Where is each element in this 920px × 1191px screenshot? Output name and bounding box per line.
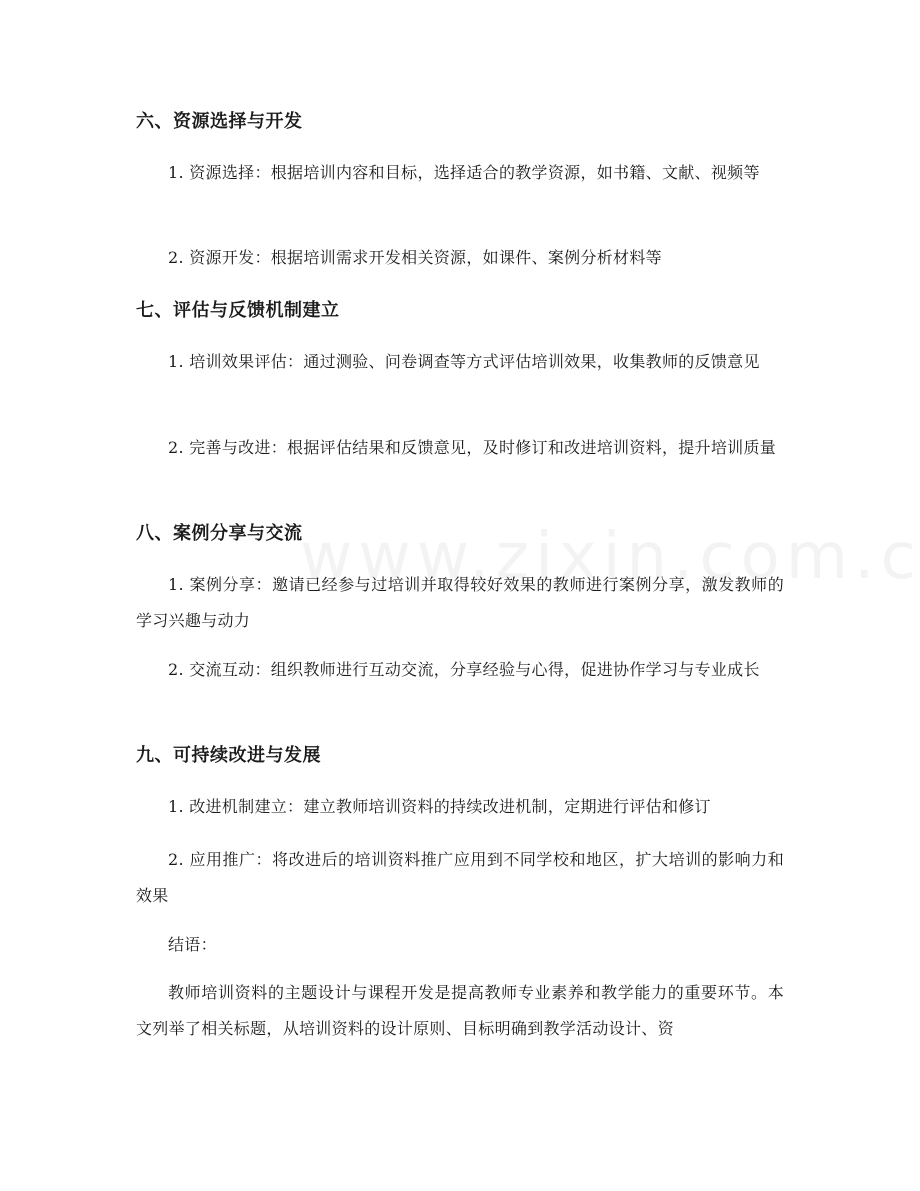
conclusion-text: 教师培训资料的主题设计与课程开发是提高教师专业素养和教学能力的重要环节。本文列举了相关标题，从培训资料的设计原则、目标明确到教学活动设计、资: [136, 983, 784, 1038]
section-7-item-1: 1. 培训效果评估：通过测验、问卷调查等方式评估培训效果，收集教师的反馈意见: [168, 352, 760, 371]
section-6-item-1: 1. 资源选择：根据培训内容和目标，选择适合的教学资源，如书籍、文献、视频等: [168, 163, 760, 182]
section-heading-7: 七、评估与反馈机制建立: [136, 300, 340, 321]
section-6-item-2: 2. 资源开发：根据培训需求开发相关资源，如课件、案例分析材料等: [168, 248, 662, 267]
section-heading-9: 九、可持续改进与发展: [136, 745, 321, 766]
section-heading-6: 六、资源选择与开发: [136, 111, 303, 132]
section-8-item-2: 2. 交流互动：组织教师进行互动交流，分享经验与心得，促进协作学习与专业成长: [168, 660, 760, 679]
section-heading-8: 八、案例分享与交流: [136, 523, 303, 544]
section-9-item-1: 1. 改进机制建立：建立教师培训资料的持续改进机制，定期进行评估和修订: [168, 797, 711, 816]
conclusion-label: 结语：: [168, 935, 217, 954]
section-7-item-2: 2. 完善与改进：根据评估结果和反馈意见，及时修订和改进培训资料，提升培训质量: [168, 438, 777, 457]
section-9-item-2: 2. 应用推广：将改进后的培训资料推广应用到不同学校和地区，扩大培训的影响力和效果: [136, 850, 784, 905]
section-8-item-1: 1. 案例分享：邀请已经参与过培训并取得较好效果的教师进行案例分享，激发教师的学习兴趣与动力: [136, 575, 784, 630]
